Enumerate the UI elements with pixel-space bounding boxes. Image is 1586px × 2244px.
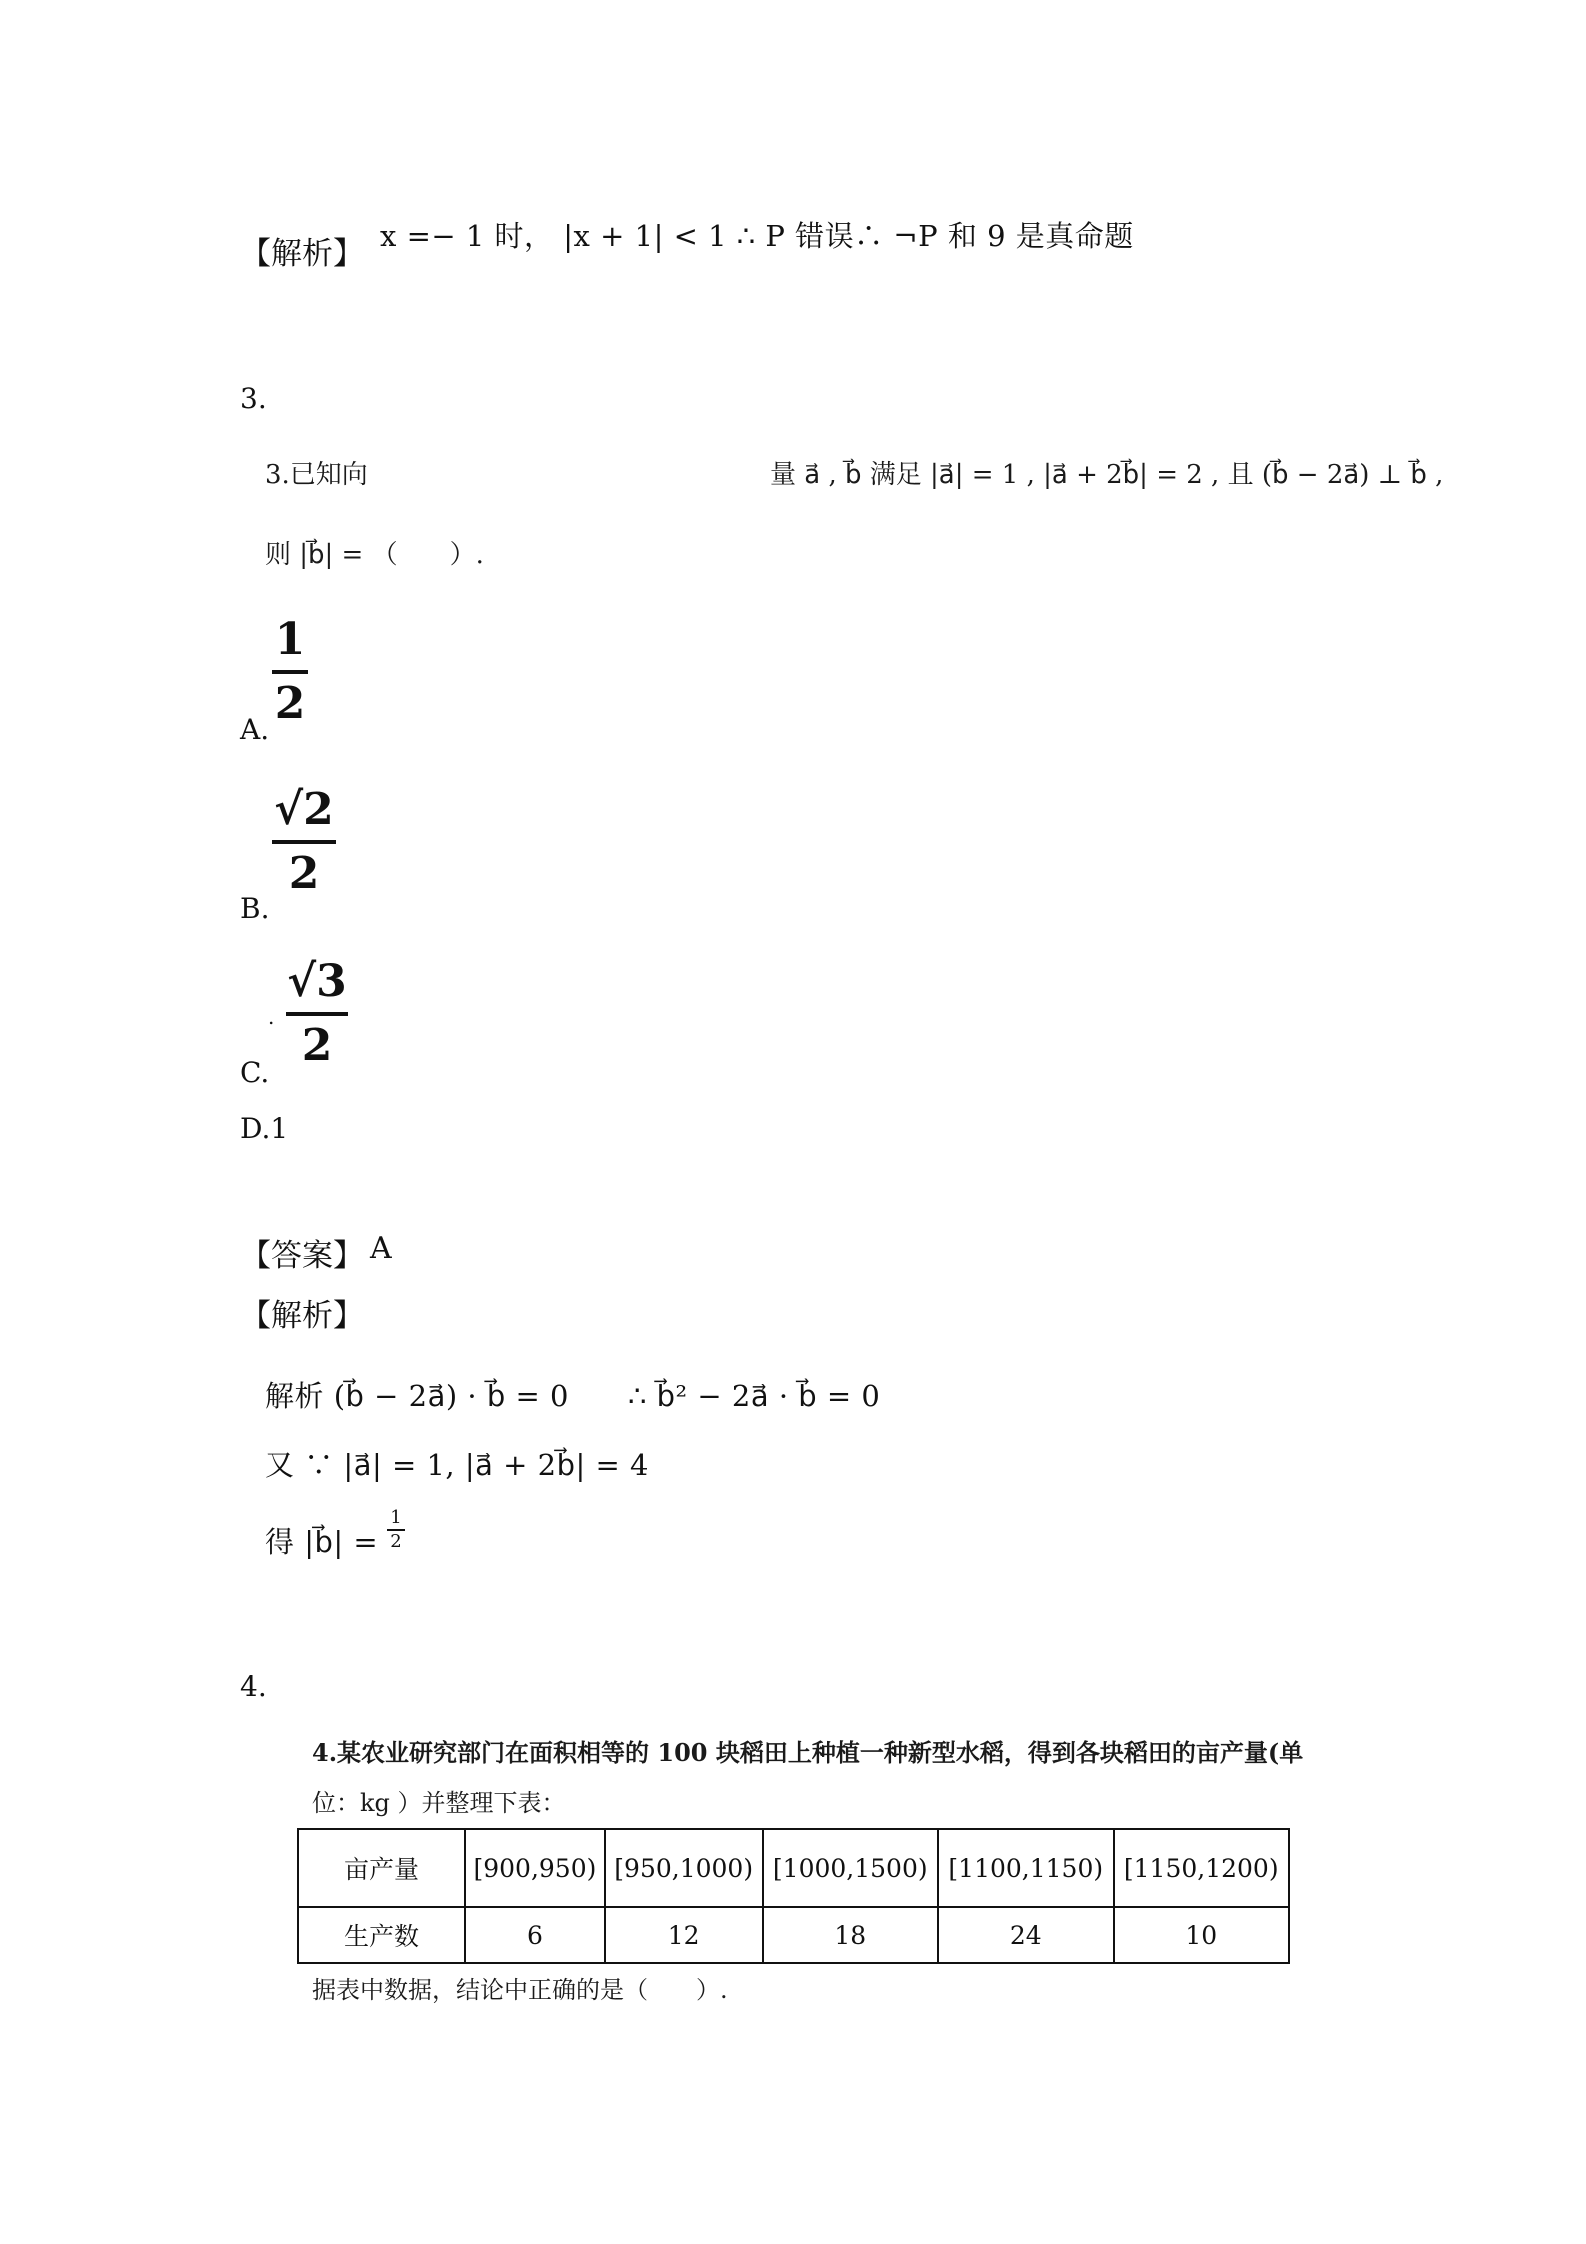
q4-stem-line1: 4.某农业研究部门在面积相等的 100 块稻田上种植一种新型水稻，得到各块稻田的亩产量(单 (312, 1738, 1304, 1767)
q3-option-b-label: B. (240, 892, 270, 925)
q4-number: 4. (240, 1670, 267, 1703)
fraction-bar (272, 840, 336, 844)
table-header-cell: 生产数 (298, 1907, 465, 1963)
q3-stem-line2: 则 |b⃗| = （ ）. (265, 540, 484, 570)
fraction-denominator: 2 (288, 848, 320, 899)
table-row (298, 1907, 1289, 1963)
q3-option-b-fraction (272, 786, 336, 898)
fraction-numerator: √2 (274, 784, 334, 835)
table-cell: 6 (465, 1907, 605, 1963)
q3-solution-fraction (387, 1508, 405, 1552)
q3-option-c-label: C. (240, 1056, 270, 1089)
table-cell: [950,1000) (605, 1829, 763, 1907)
fraction-numerator: √3 (287, 956, 347, 1007)
q3-stem-left: 3.已知向 (265, 460, 368, 490)
answer-label: 【答案】 (240, 1238, 364, 1274)
fraction-bar (272, 670, 308, 674)
table-cell: 24 (938, 1907, 1113, 1963)
q4-stem-line2: 位：kg ）并整理下表： (312, 1789, 566, 1817)
q4-question: 据表中数据，结论中正确的是（ ）. (312, 1976, 728, 2004)
q3-option-c-fraction (286, 958, 348, 1070)
q3-solution-line3: 得 |b⃗| = (265, 1525, 379, 1559)
jiexi-label-q3: 【解析】 (240, 1298, 364, 1334)
yield-table (297, 1828, 1290, 1964)
q3-option-a-label: A. (240, 713, 270, 746)
table-header-cell: 亩产量 (298, 1829, 465, 1907)
q3-solution-line1: 解析 (b⃗ − 2a⃗) · b⃗ = 0 ∴ b⃗² − 2a⃗ · b⃗ = 0 (265, 1379, 881, 1413)
jiexi-label-prev: 【解析】 (240, 236, 364, 272)
fraction-numerator: 1 (274, 614, 306, 665)
q3-number: 3. (240, 382, 267, 415)
fraction-numerator: 1 (390, 1507, 402, 1528)
prev-analysis-text: x =− 1 时， |x + 1| < 1 ∴ P 错误∴ ¬P 和 9 是真命题 (380, 219, 1134, 253)
fraction-denominator: 2 (274, 678, 306, 729)
table-cell: 10 (1114, 1907, 1290, 1963)
table-cell: 12 (605, 1907, 763, 1963)
q3-option-a-fraction (272, 616, 308, 728)
fraction-denominator: 2 (301, 1020, 333, 1071)
table-cell: [1100,1150) (938, 1829, 1113, 1907)
table-cell: [900,950) (465, 1829, 605, 1907)
q3-solution-line2: 又 ∵ |a⃗| = 1, |a⃗ + 2b⃗| = 4 (265, 1448, 649, 1482)
scan-dot-mark: . (268, 1005, 275, 1029)
q3-stem-right: 量 a⃗ , b⃗ 满足 |a⃗| = 1 , |a⃗ + 2b⃗| = 2 , 且 (b⃗ − 2a⃗) ⊥ b⃗ , (770, 460, 1444, 490)
q3-option-d-label: D.1 (240, 1112, 289, 1145)
table-cell: [1150,1200) (1114, 1829, 1290, 1907)
fraction-denominator: 2 (390, 1531, 402, 1552)
table-cell: 18 (763, 1907, 938, 1963)
table-row (298, 1829, 1289, 1907)
answer-value: A (370, 1231, 392, 1266)
fraction-bar (286, 1012, 348, 1016)
table-cell: [1000,1500) (763, 1829, 938, 1907)
